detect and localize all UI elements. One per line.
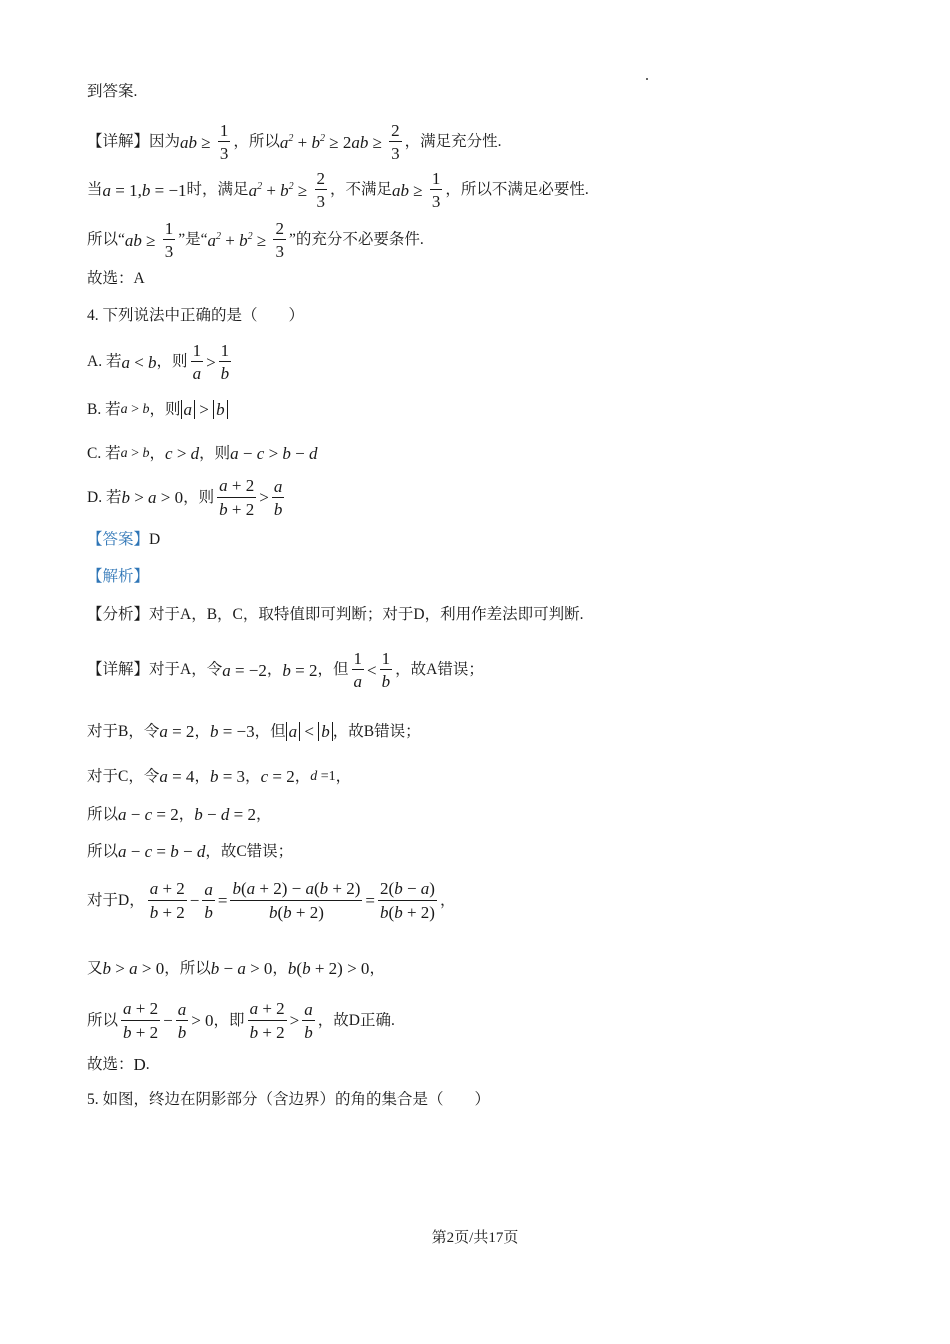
question-5: 5. 如图，终边在阴影部分（含边界）的角的集合是（ ） [87, 1091, 491, 1108]
line-necessity: 当 a = 1, b = −1 时，满足 $a^2$ + $b^2$ ≥ $\frac{2}{3}$ ，不满足 ab ≥ $\frac{1}{3}$ ，所以不满足必要性. [87, 169, 589, 211]
line-choice-d: 故选： D . [87, 1055, 150, 1074]
option-a: A. 若 a < b ，则 $\frac{1}{a}$ > $\frac{1}{b}$ [87, 341, 230, 383]
line-choice-a: 故选：A [87, 270, 145, 287]
detail-c-step1: 所以 a − c = 2 ， b − d = 2 ， [87, 805, 272, 824]
answer-line: 【答案】 D [87, 531, 161, 548]
analysis-summary: 【分析】 对于A，B，C，取特值即可判断；对于D，利用作差法即可判断. [87, 606, 584, 623]
option-b: B. 若 a > b ，则 a > b [87, 400, 228, 419]
option-c: C. 若 a > b ， c > d ，则 a − c > b − d [87, 444, 318, 463]
detail-d-sign: 又 b > a > 0 ，所以 b − a > 0 ， b ( b + 2) > 0 ， [87, 959, 385, 978]
detail-option-d: 对于D， $\frac{a + 2}{b + 2}$ − $\frac{a}{b}$ = $\frac{b(a + 2) - a(b + 2)}{b(b + 2)}$ = $\frac{2(b - a)}{b(b + 2)}$ ， [87, 879, 456, 922]
question-4: 4. 下列说法中正确的是（ ） [87, 307, 305, 324]
detail-option-c: 对于C，令 a = 4 ， b = 3 ， c = 2 ， d =1 ， [87, 767, 352, 786]
detail-d-conclusion: 所以 $\frac{a + 2}{b + 2}$ − $\frac{a}{b}$ > 0 ，即 $\frac{a + 2}{b + 2}$ > $\frac{a}{b}$ ，故D正确. [87, 999, 395, 1042]
line-continuation: 到答案. [87, 83, 138, 100]
detail-option-a: 【详解】 对于A，令 a = −2 ， b = 2 ，但 $\frac{1}{a}$ < $\frac{1}{b}$ ，故A错误； [87, 649, 484, 691]
line-detail-sufficiency: 【详解】 因为 ab ≥ $\frac{1}{3}$ ，所以 $a^2$ + $b^2$ ≥ 2 ab ≥ $\frac{2}{3}$ ，满足充分性. [87, 121, 502, 163]
line-conclusion: 所以“ ab ≥ $\frac{1}{3}$ ”是“ $a^2$ + $b^2$ ≥ $\frac{2}{3}$ ”的充分不必要条件. [87, 219, 424, 261]
stray-dot [646, 78, 648, 80]
detail-c-step2: 所以 a − c = b − d ，故C错误； [87, 842, 294, 861]
page-footer: 第2页/共17页 [431, 1230, 519, 1246]
analysis-tag: 【解析】 [87, 568, 150, 585]
detail-option-b: 对于B，令 a = 2 ， b = −3 ，但 a < b ，故B错误； [87, 722, 421, 741]
option-d: D. 若 b > a > 0 ，则 $\frac{a + 2}{b + 2}$ > $\frac{a}{b}$ [87, 476, 283, 519]
